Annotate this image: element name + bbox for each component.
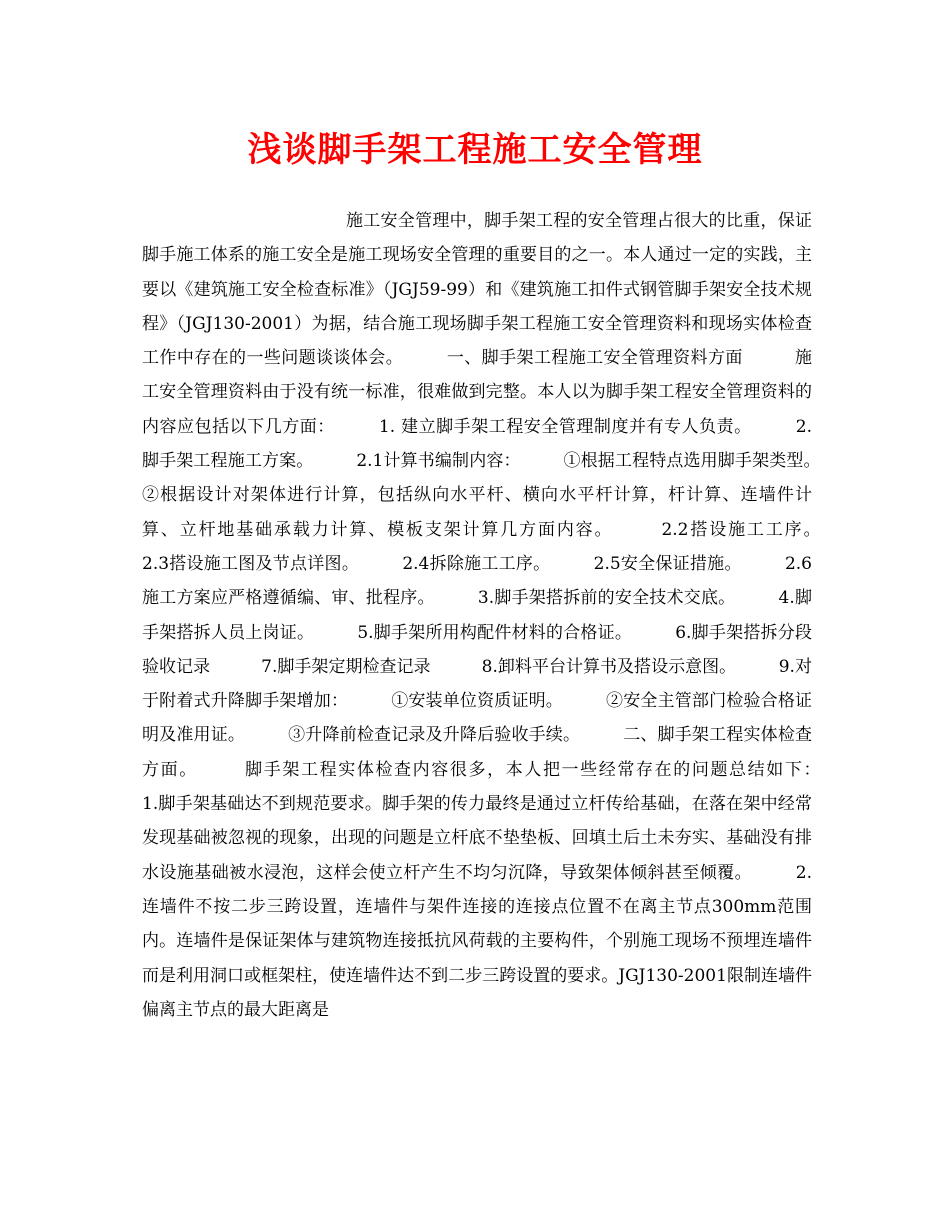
- document-body: 施工安全管理中，脚手架工程的安全管理占很大的比重，保证脚手施工体系的施工安全是施工现场安全管理的重要目的之一。本人通过一定的实践，主要以《建筑施工安全检查标准》（JGJ59-99）和《建筑施工扣件式钢管脚手架安全技术规程》（JGJ130-2001）为据，结合施工现场脚手架工程施工安全管理资料和现场实体检查工作中存在的一些问题谈谈体会。 一、脚手架工程施工安全管理资料方面 施工安全管理资料由于没有统一标准，很难做到完整。本人以为脚手架工程安全管理资料的内容应包括以下几方面： 1. 建立脚手架工程安全管理制度并有专人负责。 2. 脚手架工程施工方案。 2.1计算书编制内容： ①根据工程特点选用脚手架类型。 ②根据设计对架体进行计算，包括纵向水平杆、横向水平杆计算，杆计算、连墙件计 算、立杆地基础承载力计算、模板支架计算几方面内容。 2.2搭设施工工序。 2.3搭设施工图及节点详图。 2.4拆除施工工序。 2.5安全保证措施。 2.6施工方案应严格遵循编、审、批程序。 3.脚手架搭拆前的安全技术交底。 4.脚手架搭拆人员上岗证。 5.脚手架所用构配件材料的合格证。 6.脚手架搭拆分段验收记录 7.脚手架定期检查记录 8.卸料平台计算书及搭设示意图。 9.对于附着式升降脚手架增加： ①安装单位资质证明。 ②安全主管部门检验合格证明及准用证。 ③升降前检查记录及升降后验收手续。 二、脚手架工程实体检查方面。 脚手架工程实体检查内容很多，本人把一些经常存在的问题总结如下： 1.脚手架基础达不到规范要求。脚手架的传力最终是通过立杆传给基础，在落在架中经常发现基础被忽视的现象，出现的问题是立杆底不垫垫板、回填土后土未夯实、基础没有排水设施基础被水浸泡，这样会使立杆产生不均匀沉降，导致架体倾斜甚至倾覆。 2.连墙件不按二步三跨设置，连墙件与架件连接的连接点位置不在离主节点300mm范围内。连墙件是保证架体与建筑物连接抵抗风荷载的主要构件，个别施工现场不预埋连墙件而是利用洞口或框架柱，使连墙件达不到二步三跨设置的要求。JGJ130-2001限制连墙件偏离主节点的最大距离是: [142, 211, 863, 1020]
- document-title: 浅谈脚手架工程施工安全管理: [247, 130, 703, 170]
